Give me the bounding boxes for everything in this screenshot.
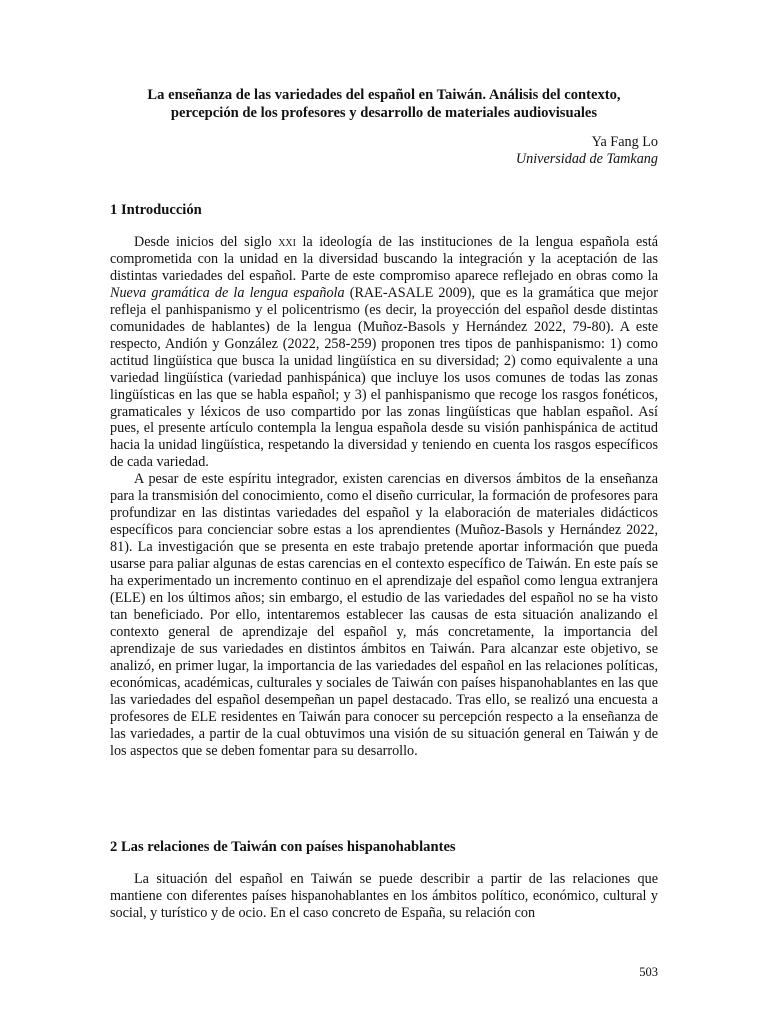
section-1-body [110,234,658,760]
text-run: la ideología de las instituciones de la lengua española está comprometida con la unidad en la diversidad buscando la integración y la aceptación de las distintas variedades del español. Parte de este compromiso aparece reflejado en obras como la [110,234,658,284]
author-block [516,134,658,168]
text-run: Desde inicios del siglo [134,234,279,250]
author-name: Ya Fang Lo [591,134,658,150]
page-number: 503 [639,965,658,979]
section-2-body [110,871,658,922]
century-numeral: xxi [278,234,296,250]
section-1-heading: 1 Introducción [110,202,202,218]
author-affiliation: Universidad de Tamkang [515,151,658,167]
article-title-line-1: La enseñanza de las variedades del español en Taiwán. Análisis del contexto, [147,87,621,103]
section-1-paragraph-2: A pesar de este espíritu integrador, existen carencias en diversos ámbitos de la enseñanza para la transmisión del conocimiento, como el diseño curricular, la formación de profesores para profundizar en las distintas variedades del español y la elaboración de materiales didácticos específicos para concienciar sobre estas a los aprendientes (Muñoz-Basols y Hernández 2022, 81). La investigación que se presenta en este trabajo pretende aportar información que pueda usarse para paliar algunas de estas carencias en el contexto específico de Taiwán. En este país se ha experimentado un incremento continuo en el aprendizaje del español como lengua extranjera (ELE) en los últimos años; sin embargo, el estudio de las variedades del español no se ha visto tan beneficiado. Por ello, intentaremos establecer las causas de esta situación analizando el contexto general de aprendizaje del español y, más concretamente, la importancia del aprendizaje de sus variedades en distintos ámbitos en Taiwán. Para alcanzar este objetivo, se analizó, en primer lugar, la importancia de las variedades del español en las relaciones políticas, económicas, académicas, culturales y sociales de Taiwán con países hispanohablantes en las que las variedades del español desempeñan un papel destacado. Tras ello, se realizó una encuesta a profesores de ELE residentes en Taiwán para conocer su percepción respecto a la enseñanza de las variedades, a partir de la cual obtuvimos una visión de su situación general en Taiwán y de los aspectos que se deben fomentar para su desarrollo. [110,471,658,759]
section-1-paragraph-1 [110,234,658,471]
article-title [110,86,658,122]
cited-work-title: Nueva gramática de la lengua española [110,284,345,301]
section-2-paragraph-1: La situación del español en Taiwán se puede describir a partir de las relaciones que mantiene con diferentes países hispanohablantes en los ámbitos político, económico, cultural y social, y turístico y de ocio. En el caso concreto de España, su relación con [110,871,658,921]
section-2-heading: 2 Las relaciones de Taiwán con países hispanohablantes [110,839,456,855]
text-run: (RAE-ASALE 2009), que es la gramática que mejor refleja el panhispanismo y el policentrismo (es decir, la proyección del español desde distintas comunidades de hablantes) de la lengua (Muñoz-Basols y Hernández 2022, 79-80). A este respecto, Andión y González (2022, 258-259) proponen tres tipos de panhispanismo: 1) como actitud lingüística que busca la unidad lingüística en su diversidad; 2) como equivalente a una variedad lingüística (variedad panhispánica) que incluye los usos comunes de todas las zonas lingüísticas en las que se habla español; y 3) el panhispanismo que recoge los rasgos fonéticos, gramaticales y léxicos de uso compartido por las zonas lingüísticas que hablan español. Así pues, el presente artículo contempla la lengua española desde su visión panhispánica de actitud hacia la unidad lingüística, respetando la diversidad y teniendo en cuenta los rasgos específicos de cada variedad. [110,284,658,471]
article-title-line-2: percepción de los profesores y desarrollo de materiales audiovisuales [170,105,598,121]
